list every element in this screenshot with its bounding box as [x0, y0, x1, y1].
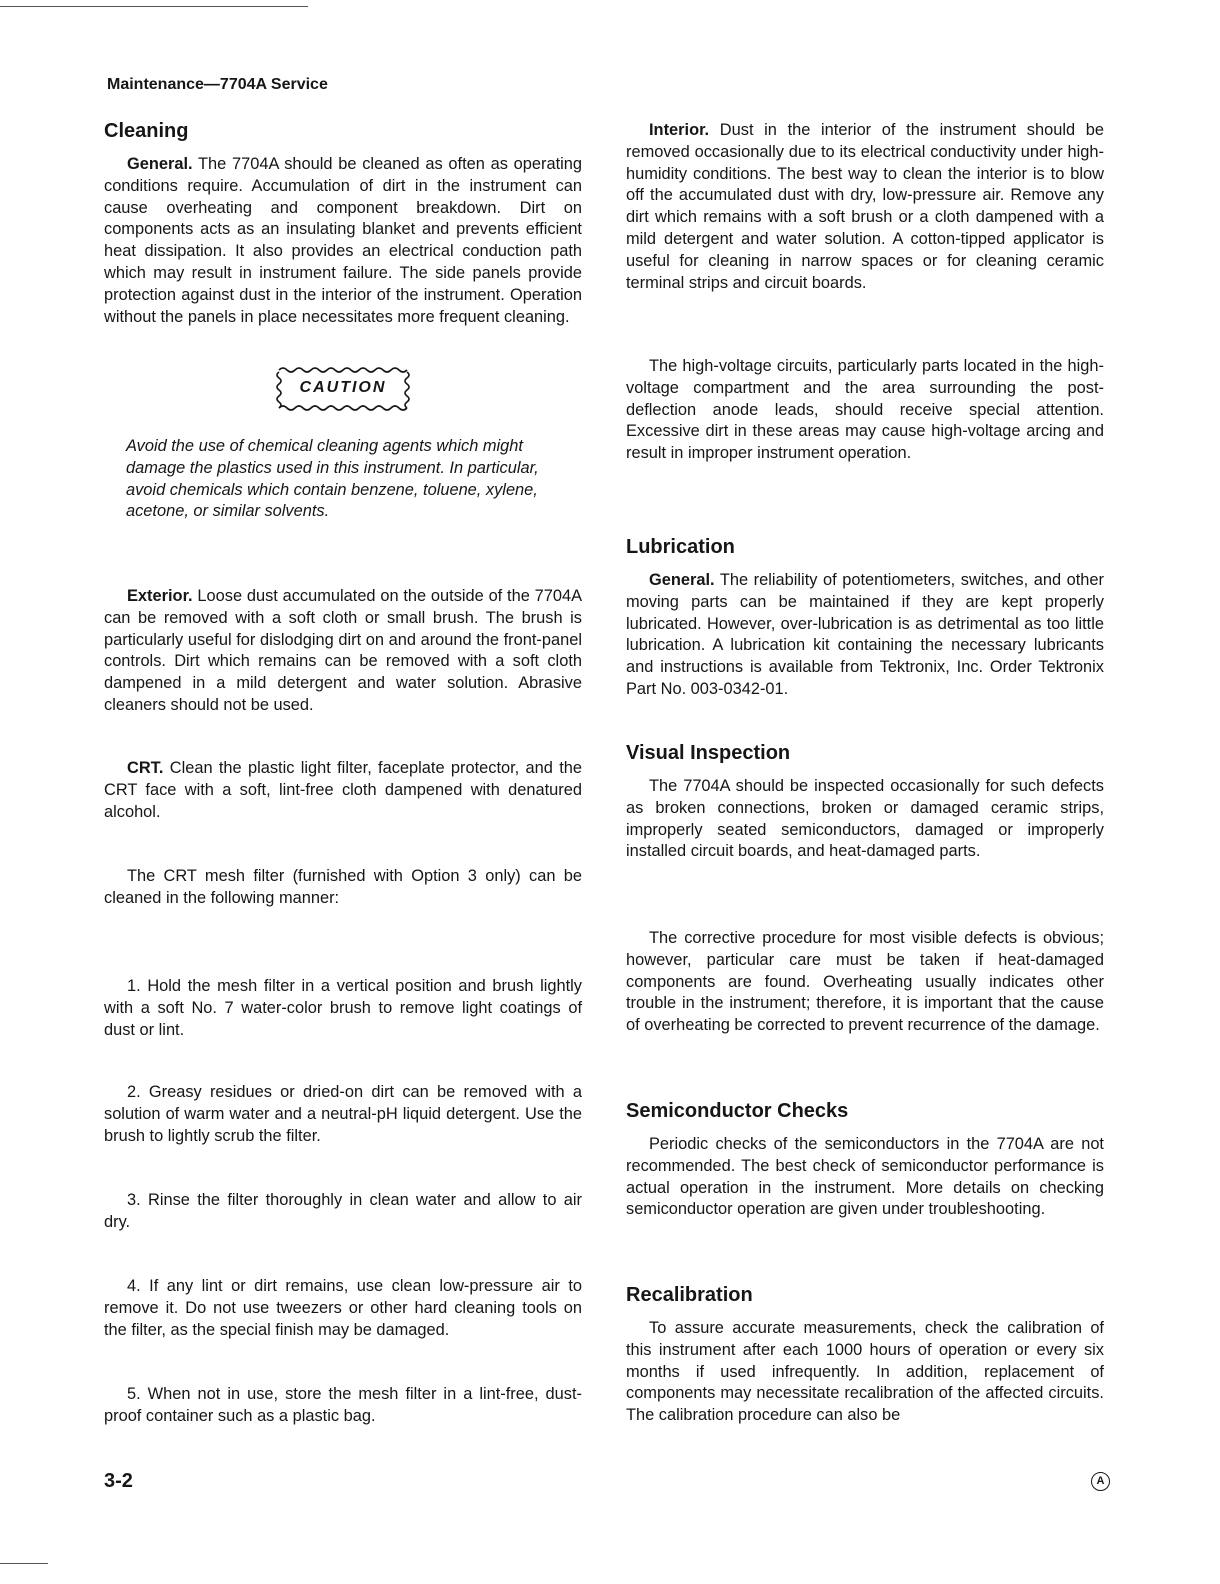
semiconductor-checks-heading: Semiconductor Checks [626, 1100, 849, 1122]
page-number: 3-2 [104, 1470, 133, 1492]
lubrication-run-in-head: General. [649, 571, 715, 589]
general-run-in-head: General. [127, 155, 193, 173]
cleaning-heading: Cleaning [104, 120, 189, 142]
step-2-text: 2. Greasy residues or dried-on dirt can be removed with a solution of warm water and a neutral-pH liquid detergent. Use the brush to lightly scrub the filter. [104, 1083, 582, 1145]
mesh-intro-text: The CRT mesh filter (furnished with Option 3 only) can be cleaned in the following manner: [104, 867, 582, 907]
recalibration-text: To assure accurate measurements, check the calibration of this instrument after each 1000 hours of operation or every six months if used infrequently. In addition, replacement of components may necessitate recalibration of the affected circuits. The calibration procedure can also be [626, 1319, 1104, 1425]
exterior-run-in-head: Exterior. [127, 587, 193, 605]
exterior-paragraph [104, 586, 582, 717]
cleaning-step-5 [104, 1384, 582, 1428]
corrective-procedure-paragraph [626, 928, 1104, 1037]
recalibration-heading: Recalibration [626, 1284, 753, 1306]
caution-label: CAUTION [299, 379, 387, 396]
right-column [626, 120, 1104, 1440]
corrective-text: The corrective procedure for most visible defects is obvious; however, particular care must be taken if heat-damaged components are found. Overheating usually indicates other trouble in the instrument; therefore, it is important that the cause of overheating be corrected to prevent recurrence of the damage. [626, 929, 1104, 1035]
recalibration-section [626, 1282, 1104, 1308]
caution-block [104, 364, 582, 419]
general-text: The 7704A should be cleaned as often as operating conditions require. Accumulation of dirt in the instrument can cause overheating and component breakdown. Dirt on components acts as an insulating blanket and prevents efficient heat dissipation. It also provides an electrical conduction path which may result in instrument failure. The side panels provide protection against dust in the interior of the instrument. Operation without the panels in place necessitates more frequent cleaning. [104, 155, 582, 326]
cleaning-step-2 [104, 1082, 582, 1147]
lubrication-paragraph [626, 570, 1104, 701]
interior-run-in-head: Interior. [649, 121, 710, 139]
crt-paragraph [104, 758, 582, 823]
step-3-text: 3. Rinse the filter thoroughly in clean water and allow to air dry. [104, 1191, 582, 1231]
crt-text: Clean the plastic light filter, faceplate protector, and the CRT face with a soft, lint-free cloth dampened with denatured alcohol. [104, 759, 582, 821]
visual-inspection-paragraph [626, 776, 1104, 863]
high-voltage-paragraph [626, 356, 1104, 465]
bottom-rule [0, 1563, 48, 1564]
interior-paragraph [626, 120, 1104, 294]
top-rule [0, 6, 308, 7]
high-voltage-text: The high-voltage circuits, particularly parts located in the high-voltage compartment and the area surrounding the post-deflection anode leads, should receive special attention. Excessive dirt in these areas may cause high-voltage arcing and result in improper instrument operation. [626, 357, 1104, 463]
semiconductor-checks-text: Periodic checks of the semiconductors in the 7704A are not recommended. The best check of semiconductor performance is actual operation in the instrument. More details on checking semiconductor operation are given under troubleshooting. [626, 1135, 1104, 1219]
mesh-filter-intro [104, 866, 582, 910]
visual-inspection-heading: Visual Inspection [626, 742, 791, 764]
caution-text: Avoid the use of chemical cleaning agents which might damage the plastics used in this instrument. In particular, avoid chemicals which contain benzene, toluene, xylene, acetone, or similar solvents. [126, 437, 539, 521]
cleaning-step-4 [104, 1276, 582, 1341]
crt-run-in-head: CRT. [127, 759, 164, 777]
interior-text: Dust in the interior of the instrument should be removed occasionally due to its electrical conductivity under high-humidity conditions. The best way to clean the interior is to blow off the accumulated dust with dry, low-pressure air. Remove any dirt which remains with a soft brush or a cloth dampened with a mild detergent and water solution. A cotton-tipped applicator is useful for cleaning in narrow spaces or for cleaning ceramic terminal strips and circuit boards. [626, 121, 1104, 292]
step-1-text: 1. Hold the mesh filter in a vertical position and brush lightly with a soft No. 7 water-color brush to remove light coatings of dust or lint. [104, 977, 582, 1039]
running-head: Maintenance—7704A Service [107, 76, 328, 93]
cleaning-section [104, 118, 582, 144]
cleaning-step-3 [104, 1190, 582, 1234]
general-cleaning-paragraph [104, 154, 582, 328]
lubrication-heading: Lubrication [626, 536, 735, 558]
semiconductor-checks-section [626, 1098, 1104, 1124]
visual-inspection-section [626, 740, 1104, 766]
cleaning-step-1 [104, 976, 582, 1041]
exterior-text: Loose dust accumulated on the outside of the 7704A can be removed with a soft cloth or small brush. The brush is particularly useful for dislodging dirt on and around the front-panel controls. Dirt which remains can be removed with a soft cloth dampened in a mild detergent and water solution. Abrasive cleaners should not be used. [104, 587, 582, 714]
left-column [104, 118, 582, 1438]
step-4-text: 4. If any lint or dirt remains, use clean low-pressure air to remove it. Do not use tweezers or other hard cleaning tools on the filter, as the special finish may be damaged. [104, 1277, 582, 1339]
semiconductor-checks-paragraph [626, 1134, 1104, 1221]
lubrication-text: The reliability of potentiometers, switches, and other moving parts can be maintained if they are kept properly lubricated. However, over-lubrication is as detrimental as too little lubrication. A lubrication kit containing the necessary lubricants and instructions is available from Tektronix, Inc. Order Tektronix Part No. 003-0342-01. [626, 571, 1104, 698]
revision-symbol: A [1091, 1472, 1110, 1491]
lubrication-section [626, 534, 1104, 560]
recalibration-paragraph [626, 1318, 1104, 1427]
caution-label-box [273, 364, 413, 412]
visual-inspection-text: The 7704A should be inspected occasionally for such defects as broken connections, broken or damaged ceramic strips, improperly seated semiconductors, damaged or improperly installed circuit boards, and heat-damaged parts. [626, 777, 1104, 861]
caution-text-block [104, 436, 582, 523]
step-5-text: 5. When not in use, store the mesh filter in a lint-free, dust-proof container such as a plastic bag. [104, 1385, 582, 1425]
